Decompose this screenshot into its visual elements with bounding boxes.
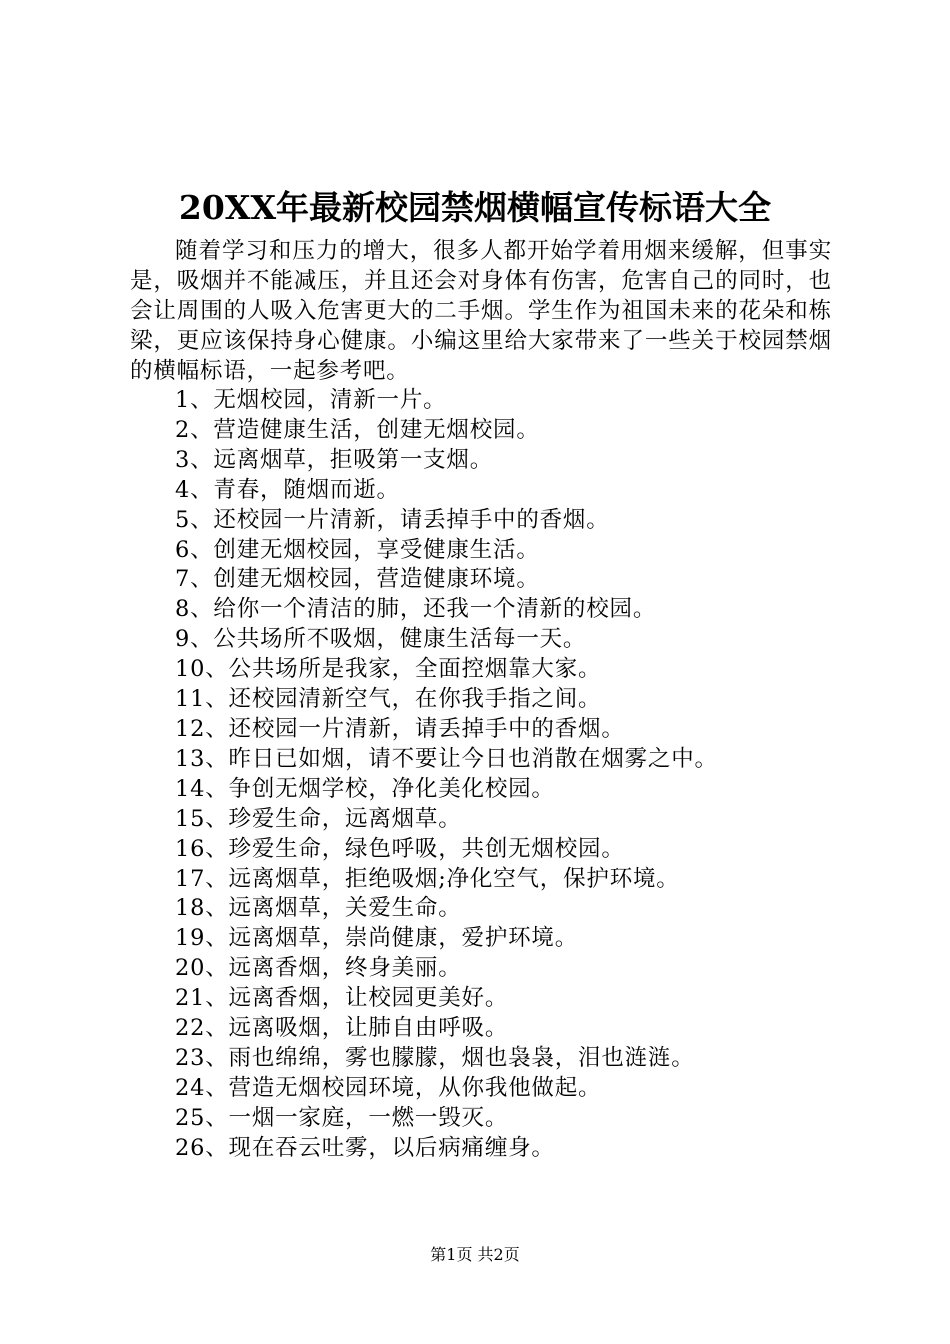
slogan-item: 14、争创无烟学校，净化美化校园。 [175,775,555,802]
slogan-item: 22、远离吸烟，让肺自由呼吸。 [175,1015,509,1042]
slogan-item: 13、昨日已如烟，请不要让今日也消散在烟雾之中。 [175,745,718,772]
slogan-item: 8、给你一个清洁的肺，还我一个清新的校园。 [175,596,657,623]
slogan-item: 26、现在吞云吐雾，以后病痛缠身。 [175,1134,555,1161]
slogan-item: 19、远离烟草，崇尚健康，爱护环境。 [175,925,579,952]
slogan-item: 17、远离烟草，拒绝吸烟;净化空气，保护环境。 [175,865,680,892]
intro-paragraph: 随着学习和压力的增大，很多人都开始学着用烟来缓解，但事实是，吸烟并不能减压，并且还会对身体有伤害，危害自己的同时，也会让周围的人吸入危害更大的二手烟。学生作为祖国未来的花朵和栋梁，更应该保持身心健康。小编这里给大家带来了一些关于校园禁烟的横幅标语，一起参考吧。 [130,238,832,384]
slogan-item: 18、远离烟草，关爱生命。 [175,895,462,922]
document-body [130,236,832,1164]
slogan-item: 12、还校园一片清新，请丢掉手中的香烟。 [175,715,625,742]
slogan-item: 21、远离香烟，让校园更美好。 [175,985,509,1012]
slogan-item: 25、一烟一家庭，一燃一毁灭。 [175,1104,509,1131]
slogan-item: 16、珍爱生命，绿色呼吸，共创无烟校园。 [175,835,625,862]
slogan-item: 7、创建无烟校园，营造健康环境。 [175,566,540,593]
slogan-item: 6、创建无烟校园，享受健康生活。 [175,536,540,563]
slogan-list [130,386,832,1164]
slogan-item: 20、远离香烟，终身美丽。 [175,955,462,982]
slogan-item: 15、珍爱生命，远离烟草。 [175,805,462,832]
slogan-item: 5、还校园一片清新，请丢掉手中的香烟。 [175,506,610,533]
slogan-item: 11、还校园清新空气，在你我手指之间。 [175,686,602,713]
slogan-item: 24、营造无烟校园环境，从你我他做起。 [175,1074,602,1101]
page-footer: 第1页 共2页 [430,1245,520,1264]
slogan-item: 23、雨也绵绵，雾也朦朦，烟也袅袅，泪也涟涟。 [175,1044,695,1071]
slogan-item: 2、营造健康生活，创建无烟校园。 [175,416,540,443]
slogan-item: 4、青春，随烟而逝。 [175,476,400,503]
slogan-item: 1、无烟校园，清新一片。 [175,387,447,413]
slogan-item: 9、公共场所不吸烟，健康生活每一天。 [175,626,587,653]
slogan-item: 3、远离烟草，拒吸第一支烟。 [175,446,494,473]
document-title: 20XX年最新校园禁烟横幅宣传标语大全 [178,188,772,227]
slogan-item: 10、公共场所是我家，全面控烟靠大家。 [175,656,602,683]
